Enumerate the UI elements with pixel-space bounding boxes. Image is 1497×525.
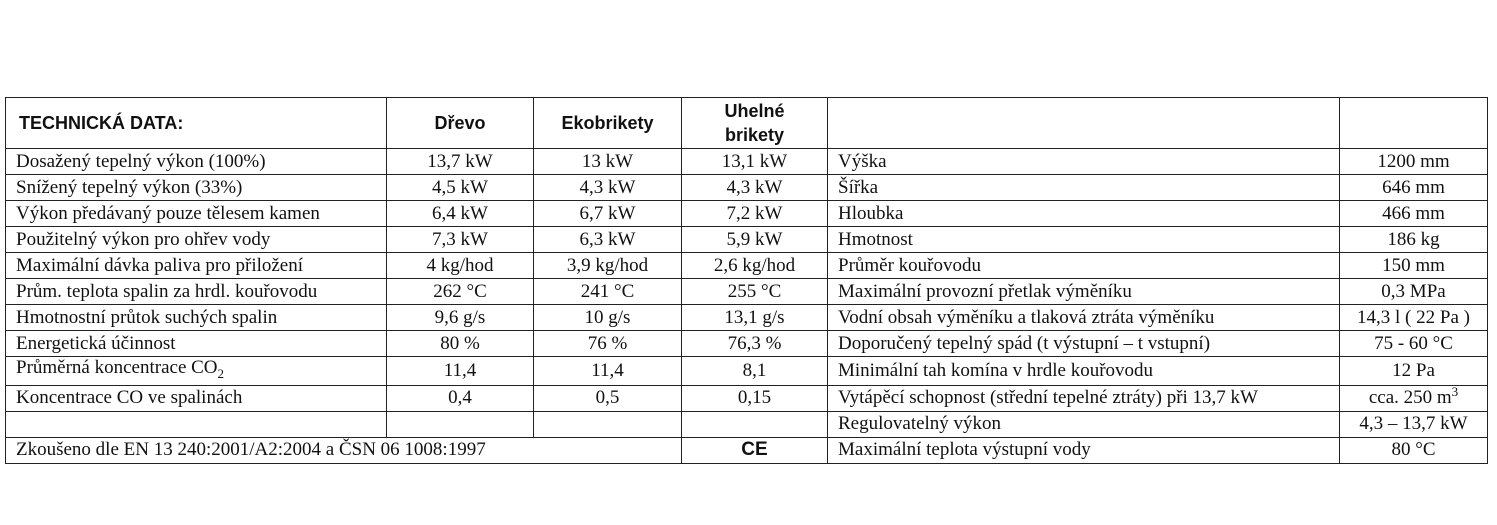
param-label: Hloubka [828, 201, 1340, 227]
param-label: Výška [828, 149, 1340, 175]
table-row [6, 305, 1488, 331]
param-label: Šířka [828, 175, 1340, 201]
value-uhelne-brikety: 4,3 kW [682, 175, 828, 201]
table-row [6, 175, 1488, 201]
value-uhelne-brikety: 8,1 [682, 357, 828, 386]
value-drevo [387, 411, 534, 437]
param-value: 12 Pa [1340, 357, 1488, 386]
param-value: 646 mm [1340, 175, 1488, 201]
column-header-drevo: Dřevo [387, 98, 534, 149]
value-uhelne-brikety: 7,2 kW [682, 201, 828, 227]
value-drevo: 9,6 g/s [387, 305, 534, 331]
value-uhelne-brikety: 13,1 kW [682, 149, 828, 175]
value-uhelne-brikety: 13,1 g/s [682, 305, 828, 331]
param-value: 4,3 – 13,7 kW [1340, 411, 1488, 437]
column-header-parameter [828, 98, 1340, 149]
column-header-value [1340, 98, 1488, 149]
row-label: Hmotnostní průtok suchých spalin [6, 305, 387, 331]
value-uhelne-brikety [682, 411, 828, 437]
value-drevo: 262 °C [387, 279, 534, 305]
value-drevo: 6,4 kW [387, 201, 534, 227]
param-value: 150 mm [1340, 253, 1488, 279]
value-uhelne-brikety: 76,3 % [682, 331, 828, 357]
param-value: 466 mm [1340, 201, 1488, 227]
value-uhelne-brikety: 0,15 [682, 385, 828, 411]
value-ekobrikety: 3,9 kg/hod [534, 253, 682, 279]
table-header-row [6, 98, 1488, 149]
param-label: Průměr kouřovodu [828, 253, 1340, 279]
value-drevo: 4,5 kW [387, 175, 534, 201]
row-label: Použitelný výkon pro ohřev vody [6, 227, 387, 253]
value-ekobrikety: 241 °C [534, 279, 682, 305]
param-label: Vodní obsah výměníku a tlaková ztráta výměníku [828, 305, 1340, 331]
value-uhelne-brikety: 2,6 kg/hod [682, 253, 828, 279]
value-drevo: 80 % [387, 331, 534, 357]
column-header-uhelne-line1: Uhelné [724, 101, 785, 121]
value-drevo: 13,7 kW [387, 149, 534, 175]
row-label: Snížený tepelný výkon (33%) [6, 175, 387, 201]
column-header-ekobrikety: Ekobrikety [534, 98, 682, 149]
value-ekobrikety: 0,5 [534, 385, 682, 411]
table-row [6, 149, 1488, 175]
value-ekobrikety: 6,7 kW [534, 201, 682, 227]
param-value: 75 - 60 °C [1340, 331, 1488, 357]
tested-standard-text: Zkoušeno dle EN 13 240:2001/A2:2004 a ČSN 06 1008:1997 [6, 437, 682, 463]
value-drevo: 11,4 [387, 357, 534, 386]
value-ekobrikety: 76 % [534, 331, 682, 357]
value-ekobrikety: 4,3 kW [534, 175, 682, 201]
table-row [6, 279, 1488, 305]
param-label: Hmotnost [828, 227, 1340, 253]
param-value: 14,3 l ( 22 Pa ) [1340, 305, 1488, 331]
ce-mark: CE [682, 437, 828, 463]
footer-param-label: Maximální teplota výstupní vody [828, 437, 1340, 463]
table-row [6, 385, 1488, 411]
value-drevo: 7,3 kW [387, 227, 534, 253]
param-value: cca. 250 $m^3$ [1340, 385, 1488, 411]
row-label: Koncentrace CO ve spalinách [6, 385, 387, 411]
technical-data-table [5, 97, 1488, 464]
param-label: Maximální provozní přetlak výměníku [828, 279, 1340, 305]
table-title: TECHNICKÁ DATA: [6, 98, 387, 149]
param-value: 0,3 MPa [1340, 279, 1488, 305]
column-header-uhelne-line2: brikety [724, 125, 785, 145]
param-value: 186 kg [1340, 227, 1488, 253]
row-label [6, 411, 387, 437]
row-label: Výkon předávaný pouze tělesem kamen [6, 201, 387, 227]
row-label: Energetická účinnost [6, 331, 387, 357]
param-label: Doporučený tepelný spád (t výstupní – t vstupní) [828, 331, 1340, 357]
table-row [6, 253, 1488, 279]
value-ekobrikety: 6,3 kW [534, 227, 682, 253]
row-label: Prům. teplota spalin za hrdl. kouřovodu [6, 279, 387, 305]
param-label: Vytápěcí schopnost (střední tepelné ztráty) při 13,7 kW [828, 385, 1340, 411]
subscript: 2 [217, 365, 225, 381]
value-drevo: 0,4 [387, 385, 534, 411]
value-drevo: 4 kg/hod [387, 253, 534, 279]
param-value: 1200 mm [1340, 149, 1488, 175]
value-ekobrikety: 11,4 [534, 357, 682, 386]
superscript: 3 [1451, 385, 1459, 400]
value-ekobrikety [534, 411, 682, 437]
param-label: Regulovatelný výkon [828, 411, 1340, 437]
footer-row [6, 437, 1488, 463]
column-header-uhelne-brikety [682, 98, 828, 149]
table-row [6, 227, 1488, 253]
value-ekobrikety: 13 kW [534, 149, 682, 175]
table-row [6, 201, 1488, 227]
value-uhelne-brikety: 5,9 kW [682, 227, 828, 253]
table-row [6, 411, 1488, 437]
row-label: Průměrná koncentrace $CO_2$ [6, 357, 387, 386]
value-uhelne-brikety: 255 °C [682, 279, 828, 305]
table-row [6, 331, 1488, 357]
footer-param-value: 80 °C [1340, 437, 1488, 463]
table-row [6, 357, 1488, 386]
row-label: Dosažený tepelný výkon (100%) [6, 149, 387, 175]
row-label: Maximální dávka paliva pro přiložení [6, 253, 387, 279]
value-ekobrikety: 10 g/s [534, 305, 682, 331]
param-label: Minimální tah komína v hrdle kouřovodu [828, 357, 1340, 386]
